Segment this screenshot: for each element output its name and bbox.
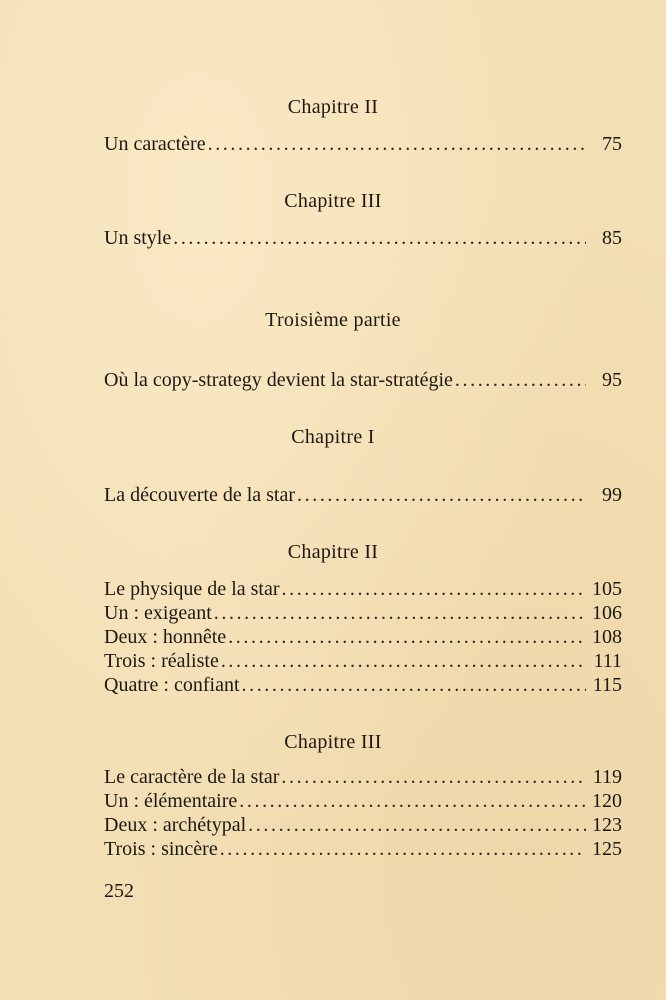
toc-entry — [104, 789, 622, 813]
toc-entry-title: La découverte de la star — [104, 484, 296, 506]
dot-leader — [282, 577, 587, 601]
dot-leader — [214, 601, 586, 625]
toc-entry — [104, 625, 622, 649]
dot-leader — [239, 789, 586, 813]
toc-entry-page: 111 — [593, 650, 622, 672]
dot-leader — [281, 765, 586, 789]
dot-leader — [297, 483, 586, 507]
toc-entry-title: Le physique de la star — [104, 578, 280, 600]
toc-entry-page: 120 — [592, 790, 622, 812]
toc-entry-title: Le caractère de la star — [104, 766, 280, 788]
chapter-heading: Chapitre III — [284, 190, 382, 212]
toc-entry-page: 95 — [602, 369, 622, 391]
part-heading: Troisième partie — [265, 309, 401, 331]
toc-entry-page: 123 — [592, 814, 622, 836]
dot-leader — [228, 625, 586, 649]
toc-entry-page: 75 — [602, 133, 622, 155]
toc-entry-title: Un caractère — [104, 133, 206, 155]
dot-leader — [242, 673, 587, 697]
dot-leader — [248, 813, 586, 837]
toc-entry — [104, 132, 622, 156]
toc-entry-page: 108 — [592, 626, 622, 648]
toc-entry-title: Deux : archétypal — [104, 814, 247, 836]
toc-entry-title: Un style — [104, 227, 172, 249]
toc-entry-page: 99 — [602, 484, 622, 506]
toc-entry-title: Deux : honnête — [104, 626, 227, 648]
toc-entry-title: Un : élémentaire — [104, 790, 238, 812]
toc-entry-title: Trois : sincère — [104, 838, 218, 860]
toc-entry — [104, 601, 622, 625]
toc-entry — [104, 765, 622, 789]
toc-entry-title: Quatre : confiant — [104, 674, 240, 696]
chapter-heading: Chapitre II — [287, 96, 379, 118]
chapter-heading: Chapitre II — [287, 541, 379, 563]
toc-entry-page: 119 — [592, 766, 622, 788]
chapter-heading: Chapitre I — [291, 426, 375, 448]
toc-entry-page: 106 — [592, 602, 622, 624]
toc-entry — [104, 226, 622, 250]
dot-leader — [173, 226, 586, 250]
dot-leader — [208, 132, 586, 156]
dot-leader — [455, 368, 586, 392]
toc-entry — [104, 483, 622, 507]
toc-entry — [104, 649, 622, 673]
dot-leader — [221, 649, 586, 673]
toc-entry-title: Où la copy-strategy devient la star-stratégie — [104, 369, 453, 391]
dot-leader — [220, 837, 586, 861]
toc-entry-title: Un : exigeant — [104, 602, 212, 624]
toc-entry — [104, 813, 622, 837]
chapter-heading: Chapitre III — [284, 731, 382, 753]
toc-entry — [104, 837, 622, 861]
toc-entry-page: 105 — [592, 578, 622, 600]
toc-entry-page: 125 — [592, 838, 622, 860]
toc-entry — [104, 673, 622, 697]
toc-entry-page: 85 — [602, 227, 622, 249]
toc-entry — [104, 577, 622, 601]
toc-entry-page: 115 — [592, 674, 622, 696]
toc-entry-title: Trois : réaliste — [104, 650, 219, 672]
toc-entry — [104, 368, 622, 392]
page-number: 252 — [104, 880, 134, 902]
